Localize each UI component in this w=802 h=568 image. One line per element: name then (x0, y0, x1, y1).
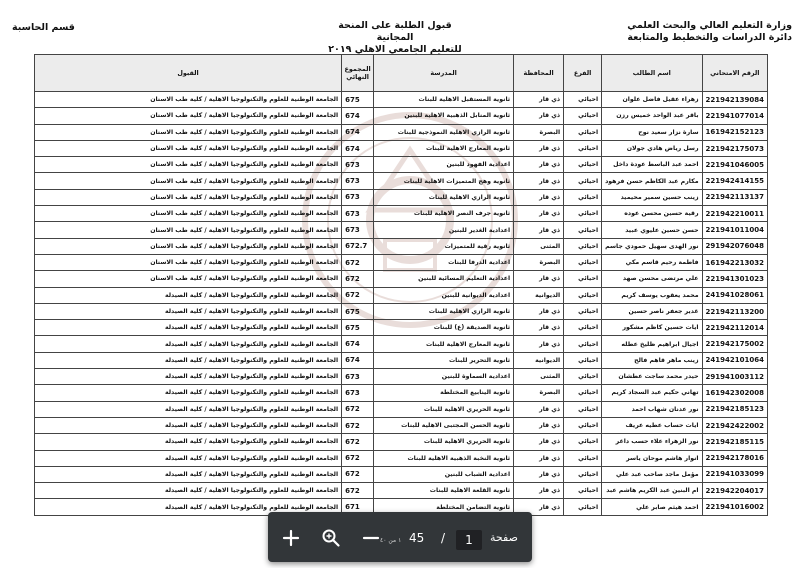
cell-branch: احيائي (564, 369, 602, 385)
cell-branch: احيائي (564, 499, 602, 515)
cell-total: 675 (342, 303, 374, 319)
cell-total: 671 (342, 499, 374, 515)
cell-governorate: ذي قار (514, 483, 564, 499)
cell-number: 161942302008 (702, 385, 767, 401)
cell-branch: احيائي (564, 352, 602, 368)
cell-branch: احيائي (564, 189, 602, 205)
page-overlay-text: ١ من ٤٠ (380, 537, 402, 544)
cell-acceptance: الجامعة الوطنية للعلوم والتكنولوجيا الاهلية / كلية طب الاسنان (35, 157, 342, 173)
cell-acceptance: الجامعة الوطنية للعلوم والتكنولوجيا الاهلية / كلية الصيدلة (35, 320, 342, 336)
cell-total: 673 (342, 206, 374, 222)
cell-number: 241941028061 (702, 287, 767, 303)
cell-acceptance: الجامعة الوطنية للعلوم والتكنولوجيا الاهلية / كلية الصيدلة (35, 336, 342, 352)
cell-number: 221941077014 (702, 108, 767, 124)
cell-number: 221942210011 (702, 206, 767, 222)
cell-total: 673 (342, 369, 374, 385)
cell-acceptance: الجامعة الوطنية للعلوم والتكنولوجيا الاهلية / كلية الصيدلة (35, 466, 342, 482)
cell-governorate: ذي قار (514, 140, 564, 156)
ministry-line-2: دائرة الدراسات والتخطيط والمتابعة (627, 32, 792, 43)
cell-name: سارة نزار سعيد نوح (602, 124, 702, 140)
cell-number: 221942204017 (702, 483, 767, 499)
cell-name: فاطمة رحيم قاسم مكي (602, 254, 702, 270)
cell-name: نور عدنان شهاب احمد (602, 401, 702, 417)
cell-governorate: ذي قار (514, 271, 564, 287)
cell-acceptance: الجامعة الوطنية للعلوم والتكنولوجيا الاهلية / كلية الصيدلة (35, 401, 342, 417)
cell-total: 672 (342, 254, 374, 270)
cell-branch: احيائي (564, 271, 602, 287)
cell-branch: احيائي (564, 124, 602, 140)
cell-name: زهراء عقيل فاضل علوان (602, 92, 702, 108)
cell-governorate: ذي قار (514, 417, 564, 433)
cell-total: 672 (342, 450, 374, 466)
cell-governorate: ذي قار (514, 157, 564, 173)
cell-acceptance: الجامعة الوطنية للعلوم والتكنولوجيا الاهلية / كلية طب الاسنان (35, 173, 342, 189)
cell-acceptance: الجامعة الوطنية للعلوم والتكنولوجيا الاهلية / كلية طب الاسنان (35, 206, 342, 222)
title-line-2: للتعليم الجامعي الاهلي ٢٠١٩ (328, 44, 462, 55)
cell-number: 221942112014 (702, 320, 767, 336)
cell-name: ايات حسين كاظم مشكور (602, 320, 702, 336)
cell-total: 673 (342, 157, 374, 173)
cell-school: اعدادية الشباب للبنين (374, 466, 514, 482)
cell-number: 161942152123 (702, 124, 767, 140)
cell-acceptance: الجامعة الوطنية للعلوم والتكنولوجيا الاهلية / كلية طب الاسنان (35, 238, 342, 254)
cell-acceptance: الجامعة الوطنية للعلوم والتكنولوجيا الاهلية / كلية طب الاسنان (35, 189, 342, 205)
table-row (35, 173, 768, 189)
cell-governorate: ذي قار (514, 92, 564, 108)
page-label: صفحة (490, 531, 518, 544)
cell-school: ثانوية التضامن المختلطة (374, 499, 514, 515)
cell-acceptance: الجامعة الوطنية للعلوم والتكنولوجيا الاهلية / كلية الصيدلة (35, 352, 342, 368)
cell-branch: احيائي (564, 206, 602, 222)
cell-school: ثانوية الحريري الاهلية للبنات (374, 401, 514, 417)
cell-governorate: ذي قار (514, 206, 564, 222)
cell-total: 673 (342, 189, 374, 205)
cell-number: 241942101064 (702, 352, 767, 368)
cell-name: انوار هاشم موحان ياسر (602, 450, 702, 466)
cell-branch: احيائي (564, 140, 602, 156)
table-row (35, 434, 768, 450)
cell-school: اعدادية الفهود للبنين (374, 157, 514, 173)
cell-acceptance: الجامعة الوطنية للعلوم والتكنولوجيا الاهلية / كلية الصيدلة (35, 483, 342, 499)
cell-number: 221941301023 (702, 271, 767, 287)
cell-name: محمد يعقوب يوسف كريم (602, 287, 702, 303)
table-row (35, 92, 768, 108)
cell-branch: احيائي (564, 417, 602, 433)
col-name-header: اسم الطالب (602, 55, 702, 92)
cell-school: ثانوية النخبة الذهبية الاهلية للبنات (374, 450, 514, 466)
cell-school: ثانوية الصديقة (ع) للبنات (374, 320, 514, 336)
zoom-fit-button[interactable] (318, 525, 344, 551)
cell-name: احمد هيثم صابر علي (602, 499, 702, 515)
cell-branch: احيائي (564, 401, 602, 417)
cell-total: 674 (342, 140, 374, 156)
cell-branch: احيائي (564, 336, 602, 352)
cell-acceptance: الجامعة الوطنية للعلوم والتكنولوجيا الاهلية / كلية الصيدلة (35, 303, 342, 319)
cell-total: 674 (342, 124, 374, 140)
ministry-line-1: وزارة التعليم العالي والبحث العلمي (627, 20, 792, 31)
table-row (35, 206, 768, 222)
table-row (35, 401, 768, 417)
cell-name: ايات حساب عطيه عريف (602, 417, 702, 433)
cell-school: اعدادية الغدير للبنين (374, 222, 514, 238)
table-header-row (35, 55, 768, 92)
cell-number: 221941011004 (702, 222, 767, 238)
cell-total: 675 (342, 320, 374, 336)
cell-acceptance: الجامعة الوطنية للعلوم والتكنولوجيا الاهلية / كلية الصيدلة (35, 450, 342, 466)
cell-total: 672 (342, 466, 374, 482)
cell-name: رسل رياض هادي جولان (602, 140, 702, 156)
cell-school: ثانوية جرف النصر الاهلية للبنات (374, 206, 514, 222)
col-branch-header: الفرع (564, 55, 602, 92)
cell-school: اعدادية السماوة للبنين (374, 369, 514, 385)
cell-school: ثانوية رقية للمتميزات (374, 238, 514, 254)
table-row (35, 108, 768, 124)
cell-acceptance: الجامعة الوطنية للعلوم والتكنولوجيا الاهلية / كلية طب الاسنان (35, 92, 342, 108)
cell-total: 672 (342, 483, 374, 499)
plus-icon (282, 529, 300, 547)
cell-number: 221942139084 (702, 92, 767, 108)
cell-school: ثانوية المعارج الاهلية للبنات (374, 140, 514, 156)
cell-number: 161942213032 (702, 254, 767, 270)
cell-school: ثانوية الرازي الاهلية النموذجية للبنات (374, 124, 514, 140)
table-row (35, 287, 768, 303)
col-total-header: المجموع النهائي (342, 55, 374, 92)
cell-name: علي مرتضى محسن صهد (602, 271, 702, 287)
cell-school: ثانوية الرازي الاهلية للبنات (374, 303, 514, 319)
cell-name: رقية حسين محسن عوده (602, 206, 702, 222)
cell-number: 221941016002 (702, 499, 767, 515)
col-acceptance-header: القبول (35, 55, 342, 92)
table-row (35, 189, 768, 205)
cell-name: باقر عبد الواحد خميس رزن (602, 108, 702, 124)
results-table (34, 54, 768, 516)
cell-number: 221942113137 (702, 189, 767, 205)
cell-acceptance: الجامعة الوطنية للعلوم والتكنولوجيا الاهلية / كلية طب الاسنان (35, 140, 342, 156)
cell-total: 673 (342, 385, 374, 401)
cell-branch: احيائي (564, 254, 602, 270)
cell-name: احمد عبد الباسط عودة داخل (602, 157, 702, 173)
cell-number: 291941003112 (702, 369, 767, 385)
cell-name: حسن حسين عليوي عبيد (602, 222, 702, 238)
cell-school: ثانوية المنابل الذهبية الاهلية للبنين (374, 108, 514, 124)
table-row (35, 254, 768, 270)
cell-name: زينب ماهر قاهم فالح (602, 352, 702, 368)
cell-governorate: ذي قار (514, 222, 564, 238)
cell-name: نور الزهراء علاء حسب داغر (602, 434, 702, 450)
cell-governorate: ذي قار (514, 434, 564, 450)
table-row (35, 303, 768, 319)
title-line-1: قبول الطلبة على المنحة المجانية (338, 20, 452, 43)
cell-name: تهاني حكيم عبد السجاد كريم (602, 385, 702, 401)
table-row (35, 417, 768, 433)
table-row (35, 320, 768, 336)
cell-governorate: ذي قار (514, 173, 564, 189)
cell-branch: احيائي (564, 173, 602, 189)
table-row (35, 140, 768, 156)
cell-governorate: ذي قار (514, 320, 564, 336)
total-pages: 45 (409, 531, 425, 545)
cell-total: 672 (342, 417, 374, 433)
cell-branch: احيائي (564, 303, 602, 319)
cell-total: 672.7 (342, 238, 374, 254)
table-row (35, 385, 768, 401)
cell-branch: احيائي (564, 434, 602, 450)
cell-number: 221942175073 (702, 140, 767, 156)
table-row (35, 483, 768, 499)
cell-name: زينب حسين سمير محيميد (602, 189, 702, 205)
cell-name: غدير جعفر ناصر حسين (602, 303, 702, 319)
cell-branch: احيائي (564, 466, 602, 482)
cell-acceptance: الجامعة الوطنية للعلوم والتكنولوجيا الاهلية / كلية الصيدلة (35, 385, 342, 401)
cell-number: 291942076048 (702, 238, 767, 254)
cell-branch: احيائي (564, 222, 602, 238)
cell-governorate: البصرة (514, 254, 564, 270)
cell-school: ثانوية الحريري الاهلية للبنات (374, 434, 514, 450)
current-page-input[interactable]: 1 (456, 530, 482, 550)
cell-total: 675 (342, 92, 374, 108)
cell-governorate: البصرة (514, 124, 564, 140)
cell-total: 674 (342, 352, 374, 368)
cell-acceptance: الجامعة الوطنية للعلوم والتكنولوجيا الاهلية / كلية الصيدلة (35, 287, 342, 303)
cell-number: 221941033099 (702, 466, 767, 482)
cell-governorate: الديوانية (514, 352, 564, 368)
cell-acceptance: الجامعة الوطنية للعلوم والتكنولوجيا الاهلية / كلية طب الاسنان (35, 222, 342, 238)
table-row (35, 466, 768, 482)
table-row (35, 336, 768, 352)
table-row (35, 271, 768, 287)
cell-governorate: ذي قار (514, 303, 564, 319)
cell-name: حيدر محمد ساجت عطشان (602, 369, 702, 385)
cell-name: مكارم عبد الكاظم حسن فرهود (602, 173, 702, 189)
cell-governorate: البصرة (514, 385, 564, 401)
cell-branch: احيائي (564, 92, 602, 108)
cell-governorate: ذي قار (514, 401, 564, 417)
cell-number: 221942414155 (702, 173, 767, 189)
page-separator: / (441, 531, 446, 545)
cell-school: ثانوية التحرير للبنات (374, 352, 514, 368)
cell-acceptance: الجامعة الوطنية للعلوم والتكنولوجيا الاهلية / كلية الصيدلة (35, 434, 342, 450)
cell-acceptance: الجامعة الوطنية للعلوم والتكنولوجيا الاهلية / كلية طب الاسنان (35, 124, 342, 140)
cell-school: ثانوية الحسن المجتبى الاهلية للبنات (374, 417, 514, 433)
cell-school: ثانوية القلعة الاهلية للبنات (374, 483, 514, 499)
cell-total: 672 (342, 271, 374, 287)
cell-governorate: ذي قار (514, 336, 564, 352)
cell-number: 221942178016 (702, 450, 767, 466)
cell-branch: احيائي (564, 320, 602, 336)
cell-acceptance: الجامعة الوطنية للعلوم والتكنولوجيا الاهلية / كلية الصيدلة (35, 417, 342, 433)
cell-name: نور الهدى سهيل حمودي جاسم (602, 238, 702, 254)
cell-number: 221942422002 (702, 417, 767, 433)
cell-acceptance: الجامعة الوطنية للعلوم والتكنولوجيا الاهلية / كلية الصيدلة (35, 499, 342, 515)
cell-school: ثانوية الرازي الاهلية للبنات (374, 189, 514, 205)
col-school-header: المدرسة (374, 55, 514, 92)
minus-icon (362, 529, 380, 547)
cell-total: 672 (342, 401, 374, 417)
cell-acceptance: الجامعة الوطنية للعلوم والتكنولوجيا الاهلية / كلية طب الاسنان (35, 271, 342, 287)
cell-branch: احيائي (564, 450, 602, 466)
cell-governorate: المثنى (514, 238, 564, 254)
cell-total: 673 (342, 222, 374, 238)
cell-total: 674 (342, 108, 374, 124)
table-row (35, 157, 768, 173)
cell-school: اعدادية الديوانية للبنين (374, 287, 514, 303)
cell-school: اعدادية الدرفا للبنات (374, 254, 514, 270)
cell-acceptance: الجامعة الوطنية للعلوم والتكنولوجيا الاهلية / كلية طب الاسنان (35, 108, 342, 124)
cell-number: 221942185123 (702, 401, 767, 417)
cell-governorate: ذي قار (514, 189, 564, 205)
cell-governorate: ذي قار (514, 466, 564, 482)
table-row (35, 369, 768, 385)
cell-number: 221942185115 (702, 434, 767, 450)
cell-governorate: الديوانية (514, 287, 564, 303)
cell-school: ثانوية الينابيع المختلطة (374, 385, 514, 401)
cell-total: 672 (342, 434, 374, 450)
cell-acceptance: الجامعة الوطنية للعلوم والتكنولوجيا الاهلية / كلية الصيدلة (35, 369, 342, 385)
cell-name: ام البنين عبد الكريم هاشم عبد (602, 483, 702, 499)
table-row (35, 450, 768, 466)
table-row (35, 222, 768, 238)
col-governorate-header: المحافظة (514, 55, 564, 92)
cell-branch: احيائي (564, 385, 602, 401)
cell-governorate: ذي قار (514, 499, 564, 515)
table-row (35, 124, 768, 140)
zoom-in-button[interactable] (278, 525, 304, 551)
cell-school: ثانوية وهج المتميزات الاهلية للبنات (374, 173, 514, 189)
cell-acceptance: الجامعة الوطنية للعلوم والتكنولوجيا الاهلية / كلية طب الاسنان (35, 254, 342, 270)
department-label: قسم الحاسبة (12, 22, 75, 33)
cell-branch: احيائي (564, 238, 602, 254)
cell-branch: احيائي (564, 157, 602, 173)
cell-name: مؤمل ماجد صاحب عبد علي (602, 466, 702, 482)
cell-name: اجيال ابراهيم ظليخ عطله (602, 336, 702, 352)
table-row (35, 238, 768, 254)
cell-governorate: المثنى (514, 369, 564, 385)
cell-number: 221942175002 (702, 336, 767, 352)
cell-branch: احيائي (564, 108, 602, 124)
col-number-header: الرقم الامتحاني (702, 55, 767, 92)
ministry-header (627, 20, 792, 44)
cell-branch: احيائي (564, 287, 602, 303)
cell-total: 674 (342, 336, 374, 352)
cell-total: 673 (342, 173, 374, 189)
cell-governorate: ذي قار (514, 108, 564, 124)
magnifier-icon (321, 528, 341, 548)
table-row (35, 352, 768, 368)
cell-number: 221942113200 (702, 303, 767, 319)
cell-total: 672 (342, 287, 374, 303)
cell-branch: احيائي (564, 483, 602, 499)
cell-school: ثانوية المعارج الاهلية للبنات (374, 336, 514, 352)
cell-school: ثانوية المستقبل الاهلية للبنات (374, 92, 514, 108)
cell-number: 221941046005 (702, 157, 767, 173)
cell-school: اعدادية التعليم المسائية للبنين (374, 271, 514, 287)
cell-governorate: ذي قار (514, 450, 564, 466)
